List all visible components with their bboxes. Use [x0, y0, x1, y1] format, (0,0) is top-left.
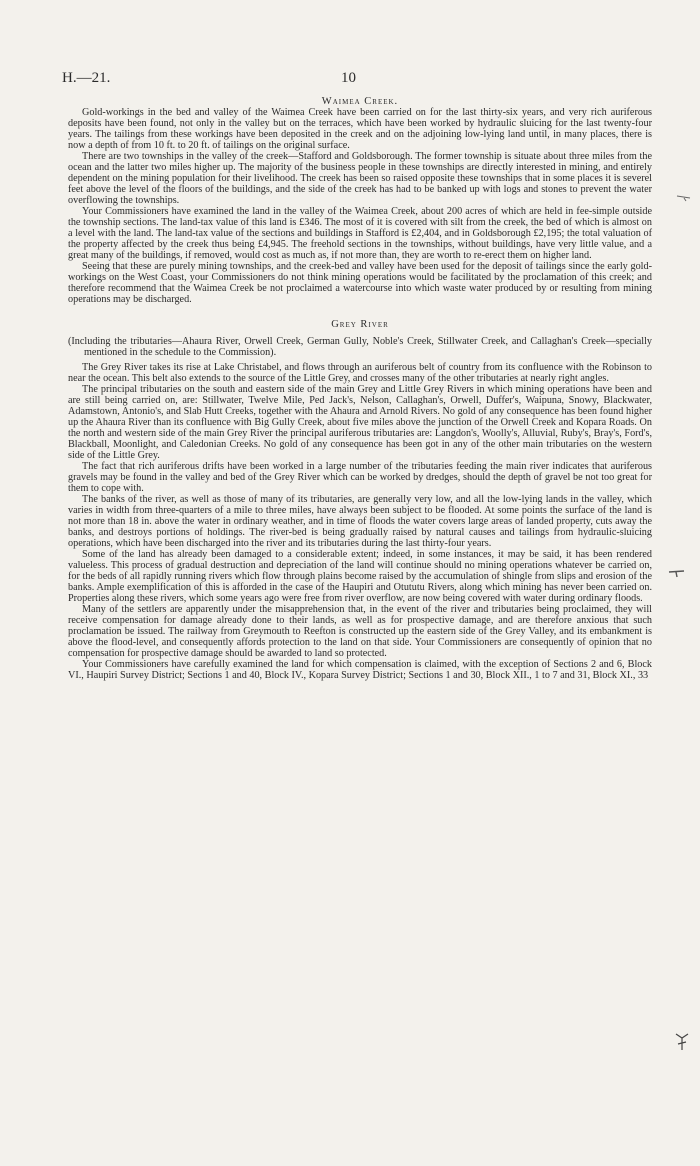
page-number: 10 — [341, 70, 356, 86]
paragraph: Many of the settlers are apparently under the misapprehension that, in the event of the river and tributaries being proclaimed, they will receive compensation for damage already done to their lands, as well as for prospective damage, and are therefore anxious that such proclamation be issued. The railway from Greymouth to Reefton is constructed up the eastern side of the Grey Valley, and its embankment is above the flood-level, and consequently affords protection to the land on that side. Your Commissioners are consequently of opinion that no compensation for prospective damage should be awarded to land so protected. — [68, 604, 652, 659]
margin-mark — [672, 1030, 694, 1054]
margin-mark — [668, 568, 686, 578]
section-heading-grey-river: Grey River — [331, 319, 389, 330]
document-reference: H.—21. — [62, 70, 111, 86]
paragraph: Your Commissioners have carefully examined the land for which compensation is claimed, with the exception of Sections 2 and 6, Block VI., Haupiri Survey District; Sections 1 and 40, Block IV., Kopara Survey District; Sections 1 and 30, Block XII., 1 to 7 and 31, Block XI., 33 — [68, 659, 652, 681]
paragraph: The principal tributaries on the south and eastern side of the main Grey and Little Grey Rivers in which mining operations have been and are still being carried on, are: Stillwater, Twelve Mile, Ped Jack's, Nelson, Callaghan's, Orwell, Duffer's, Waipuna, Snowy, Blackwater, Adamstown, Antonio's, and Slab Hutt Creeks, together with the Ahaura and Arnold Rivers. No gold of any consequence has been found higher up the Ahaura River than its confluence with Big Gully Creek, about five miles above the junction of the Orwell Creek and Kopara Roads. On the north and western side of the main Grey River the principal auriferous tributaries are: Langdon's, Woolly's, Alluvial, Ruby's, Bray's, Ford's, Blackball, Moonlight, and Caledonian Creeks. No gold of any consequence has been got in any of the other main tributaries on the western side of the Little Grey. — [68, 384, 652, 461]
paragraph: Gold-workings in the bed and valley of the Waimea Creek have been carried on for the last thirty-six years, and very rich auriferous deposits have been found, not only in the valley but on the terraces, which have been worked by hydraulic sluicing for the last twenty-four years. The tailings from these workings have been deposited in the creek and on the adjoining low-lying land until, in many places, there is now a depth of from 10 ft. to 20 ft. of tailings on the original surface. — [68, 107, 652, 151]
section-note: (Including the tributaries—Ahaura River, Orwell Creek, German Gully, Noble's Creek, Stillwater Creek, and Callaghan's Creek—specially mentioned in the schedule to the Commission). — [68, 336, 652, 358]
section-heading-waimea-creek: Waimea Creek. — [321, 96, 399, 107]
paragraph: The banks of the river, as well as those of many of its tributaries, are generally very low, and all the low-lying lands in the valley, which varies in width from three-quarters of a mile to three miles, have always been subject to be flooded. At some points the surface of the land is not more than 18 in. above the water in ordinary weather, and in time of floods the water covers large areas of landed property, cuts away the banks, and destroys portions of holdings. The river-bed is being gradually raised by natural causes and tailings from hydraulic-sluicing operations, which have been discharged into the river and its tributaries during the last thirty-four years. — [68, 494, 652, 549]
paragraph: Some of the land has already been damaged to a considerable extent; indeed, in some instances, it may be said, it has been rendered valueless. This process of gradual destruction and depreciation of the land will continue should no mining operations whatever be carried on, for the beds of all rapidly running rivers which flow through plains become raised by the accumulation of shingle from slips and erosion of the banks. Ample exemplification of this is afforded in the case of the Haupiri and Otututu Rivers, along which mining has never been carried on. Properties along these rivers, which some years ago were free from river overflow, are now being covered with water during ordinary floods. — [68, 549, 652, 604]
paragraph: Your Commissioners have examined the land in the valley of the Waimea Creek, about 200 acres of which are held in fee-simple outside the township sections. The land-tax value of this land is £346. The most of it is covered with silt from the creek, the bed of which is almost on a level with the land. The land-tax value of the sections and buildings in Stafford is £2,404, and in Goldsborough £2,195; the total valuation of the property affected by the creek thus being £4,945. The freehold sections in the townships, without buildings, have very little value, and a great many of the buildings, if removed, would cost as much as, if not more than, they are worth to re-erect them on higher land. — [68, 206, 652, 261]
paragraph: Seeing that these are purely mining townships, and the creek-bed and valley have been used for the deposit of tailings since the early gold-workings on the West Coast, your Commissioners do not think mining operations would be facilitated by the proclamation of this creek; and therefore recommend that the Waimea Creek be not proclaimed a watercourse into which waste water produced by or resulting from mining operations may be discharged. — [68, 261, 652, 305]
margin-mark — [676, 192, 692, 202]
paragraph: There are two townships in the valley of the creek—Stafford and Goldsborough. The former township is situate about three miles from the ocean and the latter two miles higher up. The majority of the business people in these townships are directly interested in mining, and entirely dependent on the mining population for their livelihood. The creek has been so raised opposite these townships that in some places it is severel feet above the level of the floors of the buildings, and the side of the creek has had to be banked up with logs and stones to prevent the water overflowing the townships. — [68, 151, 652, 206]
paragraph: The fact that rich auriferous drifts have been worked in a large number of the tributaries feeding the main river indicates that auriferous gravels may be found in the valley and bed of the Grey River which can be worked by dredges, should the depth of gravel be not too great for them to cope with. — [68, 461, 652, 494]
page-body — [68, 96, 652, 681]
paragraph: The Grey River takes its rise at Lake Christabel, and flows through an auriferous belt of country from its confluence with the Robinson to near the ocean. This belt also extends to the source of the Little Grey, and crosses many of the other tributaries at nearly right angles. — [68, 362, 652, 384]
page-header — [62, 70, 652, 90]
